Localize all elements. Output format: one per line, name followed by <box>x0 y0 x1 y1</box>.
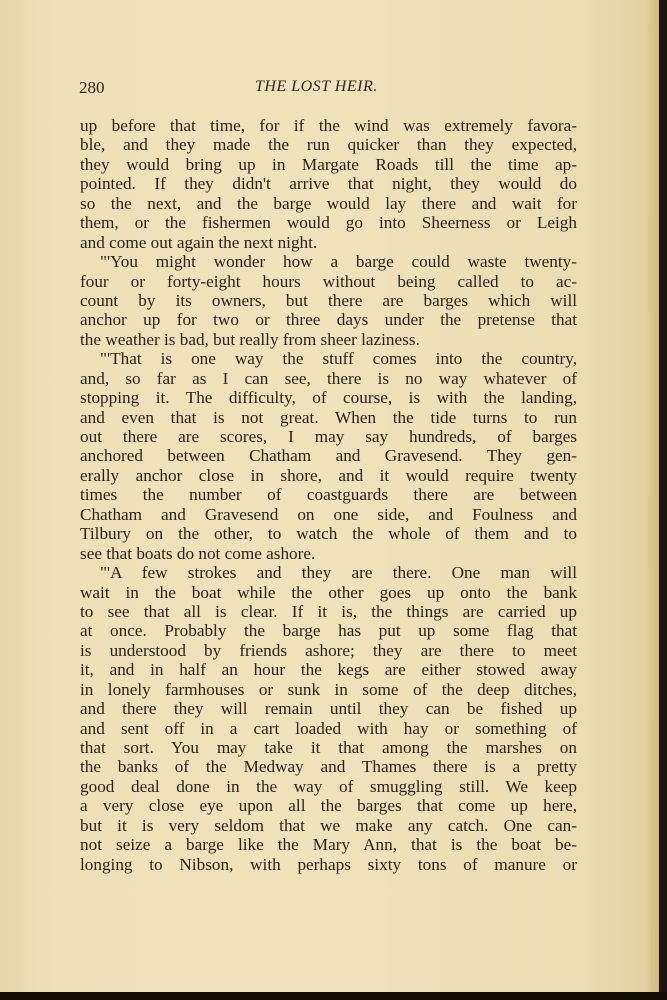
text-line: up before that time, for if the wind was extremely favora- <box>80 116 577 135</box>
text-line: times the number of coastguards there are between <box>80 485 577 505</box>
text-line: but it is very seldom that we make any catch. One can- <box>80 815 577 835</box>
text-line: Chatham and Gravesend on one side, and Foulness and <box>80 504 577 524</box>
text-line: pointed. If they didn't arrive that night, they would do <box>80 174 577 194</box>
text-line: so the next, and the barge would lay there and wait for <box>80 193 577 213</box>
text-line: and come out again the next night. <box>80 232 318 252</box>
text-line: "'A few strokes and they are there. One man will <box>100 563 577 583</box>
text-line: longing to Nibson, with perhaps sixty tons of manure or <box>80 854 577 874</box>
text-line: and there they will remain until they can be fished up <box>80 699 577 719</box>
text-line: see that boats do not come ashore. <box>80 543 316 563</box>
page-number: 280 <box>79 78 105 97</box>
text-line: in lonely farmhouses or sunk in some of the deep ditches, <box>80 679 577 699</box>
body-text <box>80 116 577 874</box>
text-line: wait in the boat while the other goes up onto the bank <box>80 582 577 602</box>
text-line: at once. Probably the barge has put up some flag that <box>80 621 577 641</box>
text-line: Tilbury on the other, to watch the whole of them and to <box>80 524 577 544</box>
text-line: and sent off in a cart loaded with hay or something of <box>80 718 577 738</box>
running-head: THE LOST HEIR. <box>255 78 378 95</box>
text-line: and even that is not great. When the tide turns to run <box>80 407 577 427</box>
text-line: is understood by friends ashore; they are there to meet <box>80 640 577 660</box>
text-line: anchor up for two or three days under the pretense that <box>80 310 577 330</box>
text-line: "'That is one way the stuff comes into the country, <box>100 349 577 369</box>
page-edge <box>651 30 659 990</box>
text-line: it, and in half an hour the kegs are either stowed away <box>80 660 577 680</box>
text-line: them, or the fishermen would go into Sheerness or Leigh <box>80 213 577 233</box>
text-line: "'You might wonder how a barge could waste twenty- <box>100 252 577 272</box>
page-header <box>79 78 579 102</box>
text-line: a very close eye upon all the barges that come up here, <box>80 796 577 816</box>
text-line: and, so far as I can see, there is no way whatever of <box>80 368 577 388</box>
text-line: anchored between Chatham and Gravesend. They gen- <box>80 446 577 466</box>
text-line: the weather is bad, but really from sheer laziness. <box>80 329 420 349</box>
text-line: erally anchor close in shore, and it would require twenty <box>80 465 577 485</box>
text-line: they would bring up in Margate Roads till the time ap- <box>80 154 577 174</box>
text-line: stopping it. The difficulty, of course, is with the landing, <box>80 388 577 408</box>
text-line: ble, and they made the run quicker than they expected, <box>80 135 577 155</box>
text-line: to see that all is clear. If it is, the things are carried up <box>80 601 577 621</box>
page-bottom-edge <box>0 992 667 1000</box>
text-line: the banks of the Medway and Thames there is a pretty <box>80 757 577 777</box>
text-line: count by its owners, but there are barges which will <box>80 290 577 310</box>
text-line: not seize a barge like the Mary Ann, that is the boat be- <box>80 835 577 855</box>
text-line: that sort. You may take it that among the marshes on <box>80 738 577 757</box>
text-line: four or forty-eight hours without being called to ac- <box>80 271 577 291</box>
text-line: good deal done in the way of smuggling still. We keep <box>80 776 577 796</box>
text-line: out there are scores, I may say hundreds, of barges <box>80 427 577 446</box>
